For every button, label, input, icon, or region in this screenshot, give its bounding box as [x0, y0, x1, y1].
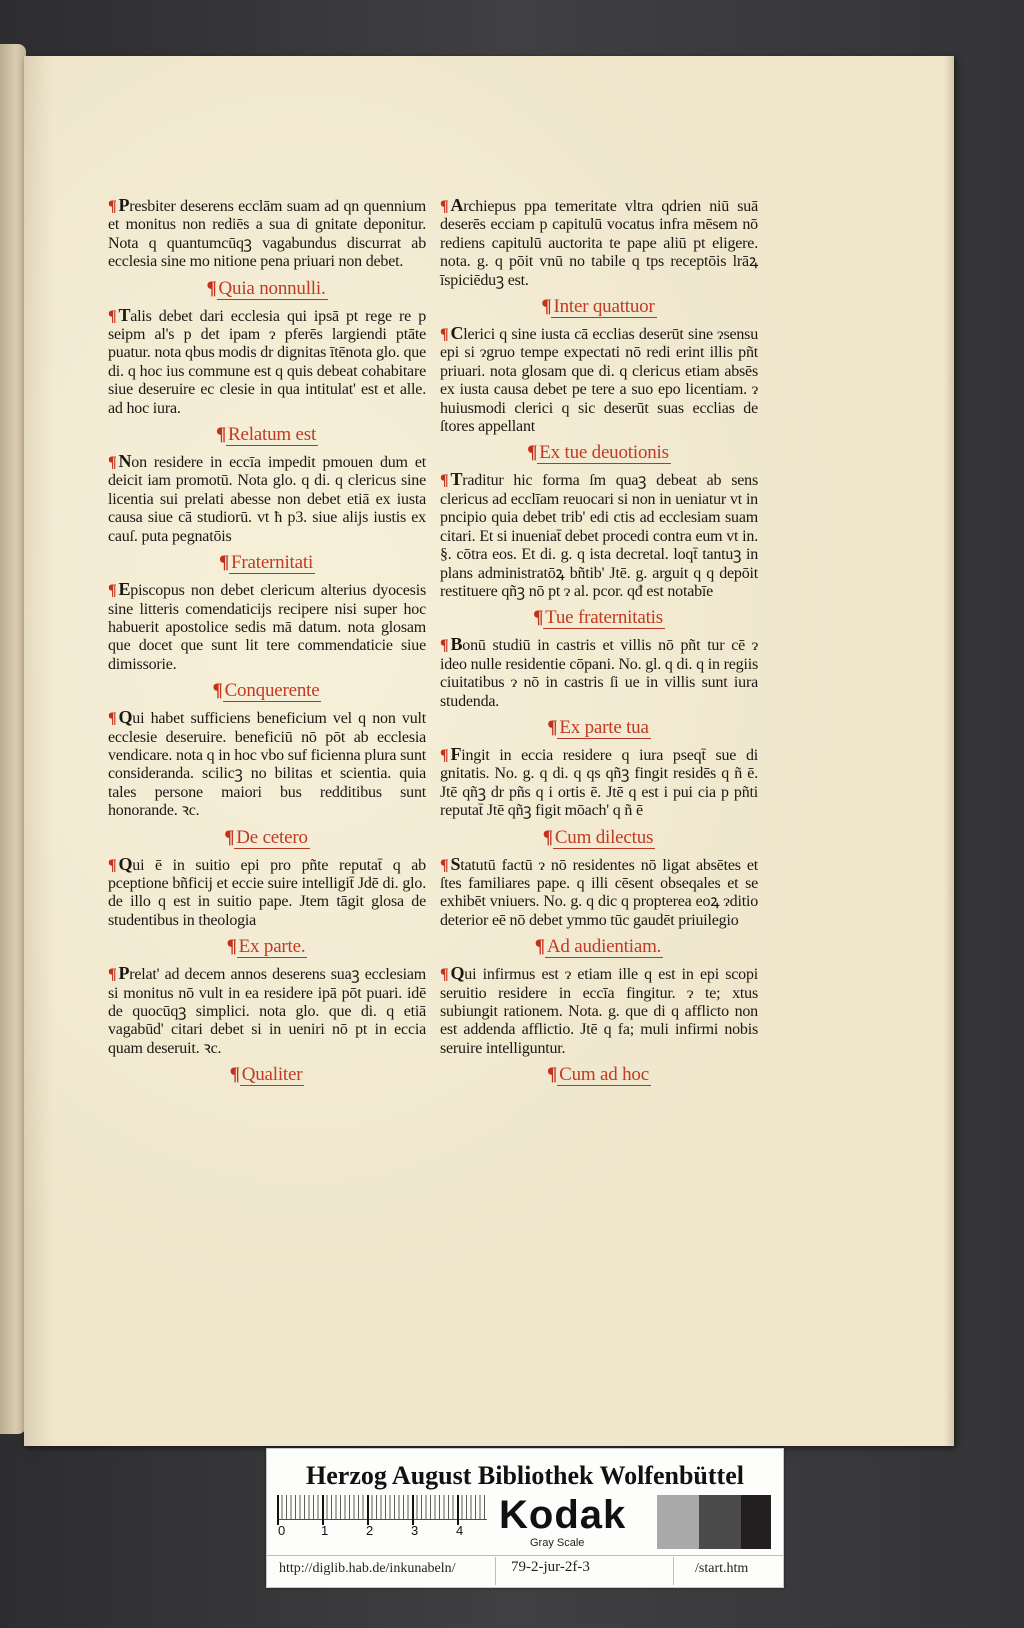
gray-scale-label: Gray Scale: [530, 1537, 585, 1549]
pilcrow-mark: ¶: [533, 607, 544, 629]
ruler-major-tick: [322, 1495, 324, 1525]
initial-letter: P: [118, 963, 130, 984]
paragraph-text: tatutū factū ɂ nō residentes nō ligat absētes et ſtes familiares pape. q illi cēsent obseqales et se exhibēt vniuers. No. g. q dic q propterea eoꝝ ɂditio deterior eē nō debet ymmo tūc gaudēt priuilegio: [440, 856, 758, 929]
colorbar-separator: [673, 1557, 674, 1585]
paragraph-text: ui ē in suitio epi pro pñte reputat̄ q ab pceptione bñficij et eccie suire intelligit̄ Jdē di. glo. de illo q est in suitio pape. Jtem tāgit glosa de studentibus in theologia: [108, 856, 426, 929]
text-paragraph: [440, 964, 758, 1058]
library-title: Herzog August Bibliothek Wolfenbüttel: [306, 1461, 744, 1490]
rubric-text: Ex parte.: [238, 936, 306, 958]
pilcrow-mark: ¶: [108, 307, 117, 325]
kodak-logo: Kodak: [499, 1493, 627, 1537]
paragraph-text: relat' ad decem annos deserens suaꝫ ecclesiam si monitus nō vult in ea residere ipā pōt puari. idē de quocūqꝫ simplici. nota glo. que di. q etiā vagabūd' citari debet si in ueniri nō pt in eccia quam deseruit. ꝛc.: [108, 966, 426, 1057]
paragraph-text: piscopus non debet clericum alterius dyocesis sine litteris comendaticijs recipere nisi super hoc habuerit apostolice sedis mā datum. nota glosam que docet que sunt lit tere commendaticie siue dimissorie.: [108, 582, 426, 673]
text-paragraph: [108, 580, 426, 674]
pilcrow-mark: ¶: [440, 746, 449, 764]
paragraph-text: ui infirmus est ɂ etiam ille q est in epi scopi seruitio residere in eccīa fingitur. ɂ te; xtus subiungit rationem. Nota. g. que di q afflicto non est addenda afflictio. Jtē q fa; muli infirmi nobis seruire intelliguntur.: [440, 966, 758, 1057]
shelfmark: 79-2-jur-2f-3: [511, 1559, 590, 1575]
paragraph-text: ingit in eccia residere q iura pseqt̄ sue di gnitatis. No. g. q di. q qs qñꝫ fingit residēs q ñ ē. Jtē qñꝫ dr pñs q i ortis ē. Jtē q est i pui cia p pñti reputat̄ Jtē qñꝫ figit mōach' q ñ ē: [440, 746, 758, 820]
pilcrow-mark: ¶: [534, 936, 545, 958]
rubric-text: Relatum est: [228, 424, 317, 446]
pilcrow-mark: ¶: [108, 710, 117, 728]
left-text-column: [108, 196, 426, 1092]
ruler-major-tick: [367, 1495, 369, 1525]
rubric-text: Quia nonnulli.: [218, 277, 326, 299]
ruler-ticks: [277, 1495, 487, 1520]
text-paragraph: [440, 745, 758, 821]
ruler-major-tick: [412, 1495, 414, 1525]
rubric-text: Ex tue deuotionis: [539, 442, 669, 464]
initial-letter: T: [450, 469, 463, 490]
paragraph-text: alis debet dari ecclesia qui ipsā pt rege re p seipm al's p det ipam ɂ pferēs largiendi ptāte puatur. nota qbus modis dr dignitas ītēnota glo. que di. q hoc ius commune est q quis debeat cohabitare siue deseruire ec clesie in qua intitulat' est et alle. ad hoc iura.: [108, 307, 426, 417]
pilcrow-mark: ¶: [542, 826, 553, 848]
paragraph-text: rchiepus ppa temeritate vltra qdrien niū suā deserēs ecciam p capitulū vocatus infra mēsem nō rediens capitulū auctorita te pape aliū pt eligere. nota. g. q pōit vnū no tabile q tps receptōis lrāꝝ īspiciēduꝫ est.: [440, 198, 758, 289]
initial-letter: B: [450, 634, 463, 655]
initial-letter: Q: [118, 853, 133, 874]
rubric-heading: [440, 1064, 758, 1086]
incunabulum-page: [24, 56, 954, 1446]
rubric-heading: [440, 936, 758, 958]
ruler-major-tick: [277, 1495, 279, 1525]
rubric-heading: [440, 607, 758, 629]
pilcrow-mark: ¶: [440, 856, 449, 874]
text-paragraph: [108, 964, 426, 1058]
rubric-heading: [108, 936, 426, 958]
pilcrow-mark: ¶: [527, 442, 538, 464]
rubric-text: Cum dilectus: [554, 826, 654, 848]
facing-page-edge: [0, 44, 26, 1434]
ruler-number: 2: [366, 1523, 374, 1538]
pilcrow-mark: ¶: [108, 198, 117, 215]
text-paragraph: [440, 855, 758, 931]
paragraph-text: lerici q sine iusta cā ecclias deserūt sine ɂsensu epi si ɂgruo tempe expectati nō redi erint illis pñt priuari. nota glosam que di. q clericus etiam absēs ex iusta causa debet pe tere a suo epo licentiam. ɂ huiusmodi clerici q sic deserūt suas ecclias de ſtores appellant: [440, 326, 758, 436]
text-paragraph: [440, 196, 758, 290]
text-paragraph: [108, 708, 426, 820]
pilcrow-mark: ¶: [108, 856, 117, 874]
rubric-text: Qualiter: [241, 1064, 303, 1086]
pilcrow-mark: ¶: [440, 966, 449, 984]
pilcrow-mark: ¶: [547, 716, 558, 738]
pilcrow-mark: ¶: [206, 277, 217, 299]
pilcrow-mark: ¶: [440, 198, 449, 215]
text-paragraph: [108, 196, 426, 272]
pilcrow-mark: ¶: [440, 637, 449, 655]
rubric-heading: [108, 552, 426, 574]
pilcrow-mark: ¶: [547, 1064, 558, 1086]
rubric-text: Tue fraternitatis: [545, 607, 663, 629]
paragraph-text: on residere in eccīa impedit pmouen dum et deicit iam promotū. Nota glo. q di. q clericus sine licentia sui prelati abesse non debet etiā ex iusta causa siue cā studiorū. vt ħ p3. siue alijs iustis ex cauſ. puta pegnatōis: [108, 454, 426, 545]
pilcrow-mark: ¶: [108, 582, 117, 600]
initial-letter: N: [118, 451, 132, 472]
pilcrow-mark: ¶: [108, 966, 117, 984]
rubric-heading: [108, 1064, 426, 1086]
gray-swatch-light: [657, 1495, 699, 1549]
text-paragraph: [108, 306, 426, 418]
paragraph-text: onū studiū in castris et villis nō pñt tur cē ɂ ideo nulle residentie cōpani. No. gl. q di. q in regiis ciuitatibus ɂ nō in castris ſi ue in villis sunt iura studenda.: [440, 637, 758, 710]
right-text-column: [440, 196, 758, 1092]
page-edge-shadow: [944, 56, 954, 1446]
pilcrow-mark: ¶: [212, 680, 223, 702]
scale-ruler: [277, 1495, 497, 1545]
rubric-heading: [108, 827, 426, 849]
rubric-text: Ad audientiam.: [546, 936, 662, 958]
text-paragraph: [440, 470, 758, 601]
initial-letter: Q: [450, 963, 465, 984]
initial-letter: S: [450, 853, 461, 874]
ruler-number: 0: [278, 1523, 286, 1538]
pilcrow-mark: ¶: [226, 936, 237, 958]
gray-swatch-dark: [699, 1495, 741, 1549]
rubric-text: Inter quattuor: [553, 296, 655, 318]
initial-letter: E: [118, 579, 131, 600]
paragraph-text: ui habet sufficiens beneficium vel q non vult ecclesie deseruire. beneficiū nō pōt ab ecclesia vendicare. nota q in hoc vbo suf ficienna plura sunt consideranda. scilicꝫ no bilitas et scientia. quia tales persone maiori bus redditibus sunt honorande. ꝛc.: [108, 710, 426, 820]
start-page-link: /start.htm: [695, 1561, 749, 1576]
initial-letter: F: [450, 743, 462, 764]
text-paragraph: [440, 635, 758, 711]
initial-letter: T: [118, 304, 131, 325]
text-paragraph: [108, 452, 426, 546]
pilcrow-mark: ¶: [215, 424, 226, 446]
ruler-number: 1: [321, 1523, 329, 1538]
initial-letter: Q: [118, 707, 133, 728]
pilcrow-mark: ¶: [229, 1064, 240, 1086]
rubric-heading: [440, 442, 758, 464]
digital-library-url: http://diglib.hab.de/inkunabeln/: [279, 1561, 456, 1576]
rubric-heading: [440, 717, 758, 739]
rubric-text: Ex parte tua: [559, 716, 649, 738]
pilcrow-mark: ¶: [440, 326, 449, 344]
text-paragraph: [440, 324, 758, 436]
ruler-major-tick: [457, 1495, 459, 1525]
paragraph-text: resbiter deserens ecclām suam ad qn quennium et monitus non rediēs a sua di gnitate deponitur. Nota q quantumcūqꝫ vagabundus discurrat ab ecclesia sine mo nitione pena priuari non debet.: [108, 198, 426, 271]
pilcrow-mark: ¶: [218, 552, 230, 574]
initial-letter: P: [118, 195, 130, 215]
pilcrow-mark: ¶: [440, 472, 449, 490]
pilcrow-mark: ¶: [224, 826, 235, 848]
kodak-color-bar: [266, 1448, 784, 1588]
rubric-heading: [108, 424, 426, 446]
rubric-heading: [440, 827, 758, 849]
rubric-text: Cum ad hoc: [559, 1064, 649, 1086]
rubric-heading: [440, 296, 758, 318]
initial-letter: A: [450, 195, 464, 215]
ruler-number: 3: [411, 1523, 419, 1538]
rubric-text: Fraternitati: [231, 552, 314, 574]
rubric-text: De cetero: [236, 826, 308, 848]
ruler-number: 4: [456, 1523, 464, 1538]
rubric-heading: [108, 278, 426, 300]
paragraph-text: raditur hic forma ſm quaꝫ debeat ab sens clericus ad ecclīam reuocari si non in ueniatur vt in pncipio quia debet trib' edi ctis ad ecclesiam suam citari. Et si inueniat̄ debet procedi contra eum vt in. §. cōtra eos. Et di. g. q ista decretal. loqt̄ tantuꝫ in plans administratōꝝ bñtib' Jtē. g. arguit q q depōit restituere qñꝫ nō pt ɂ al. pcor. qđ est notabīe: [440, 472, 758, 600]
pilcrow-mark: ¶: [108, 454, 117, 472]
gray-swatch-black: [741, 1495, 771, 1549]
rubric-heading: [108, 680, 426, 702]
initial-letter: C: [450, 323, 464, 344]
pilcrow-mark: ¶: [541, 296, 552, 318]
text-paragraph: [108, 855, 426, 931]
rubric-text: Conquerente: [224, 680, 320, 702]
colorbar-divider: [267, 1555, 783, 1556]
colorbar-separator: [495, 1557, 496, 1585]
